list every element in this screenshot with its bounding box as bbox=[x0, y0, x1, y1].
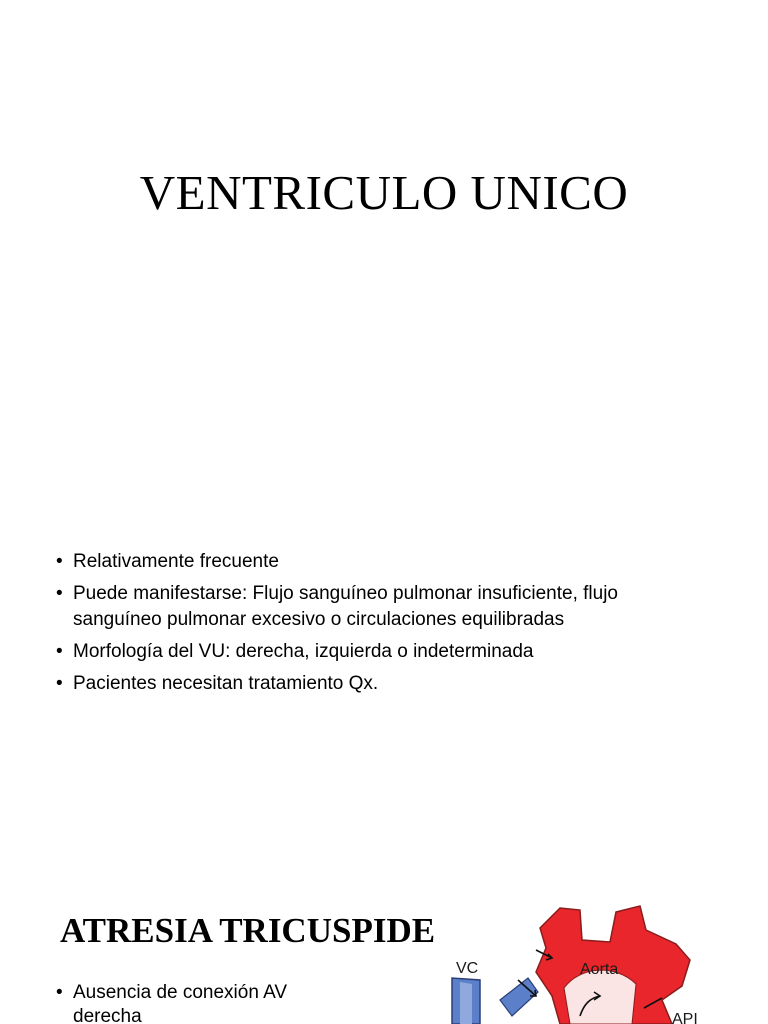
bullet-item: • Relativamente frecuente bbox=[56, 549, 696, 575]
bullet-list bbox=[56, 981, 346, 1024]
api-label: API bbox=[672, 1011, 698, 1024]
pulmonary-vein-shape bbox=[500, 978, 538, 1016]
slide-title: VENTRICULO UNICO bbox=[139, 165, 629, 220]
bullet-item: • Morfología del VU: derecha, izquierda o indeterminada bbox=[56, 639, 696, 665]
bullet-list bbox=[56, 549, 696, 703]
vena-cava-inner bbox=[460, 982, 472, 1024]
slide-atresia-tricuspide bbox=[0, 880, 768, 1024]
heart-diagram bbox=[440, 900, 768, 1024]
bullet-item: • Ausencia de conexión AV derecha bbox=[56, 981, 346, 1024]
ventricle-chamber bbox=[564, 970, 636, 1024]
bullet-item: • Pacientes necesitan tratamiento Qx. bbox=[56, 671, 696, 697]
bullet-item: • Puede manifestarse: Flujo sanguíneo pulmonar insuficiente, flujo sanguíneo pulmonar excesivo o circulaciones equilibradas bbox=[56, 581, 696, 633]
vc-label: VC bbox=[456, 960, 479, 977]
aorta-label: Aorta bbox=[580, 961, 619, 978]
slide-title: ATRESIA TRICUSPIDE bbox=[60, 911, 436, 950]
